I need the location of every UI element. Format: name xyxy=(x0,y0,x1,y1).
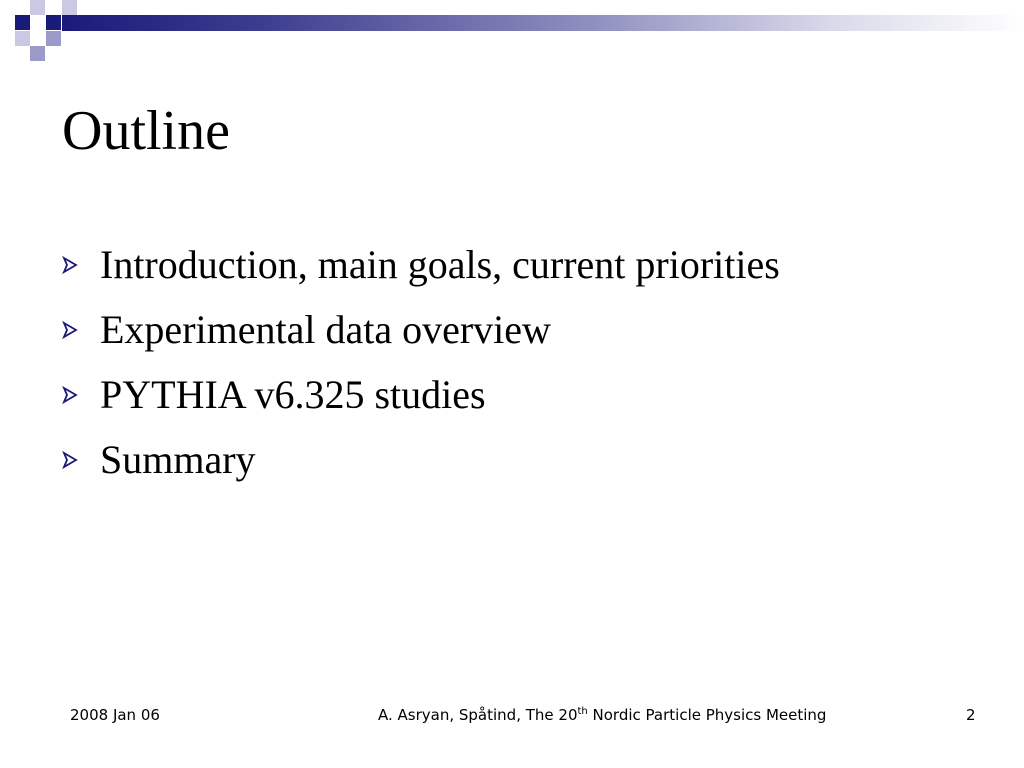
bullet-item xyxy=(62,427,780,492)
arrow-bullet-icon xyxy=(62,386,100,404)
bullet-text: Introduction, main goals, current priorities xyxy=(100,241,780,287)
title-gradient-bar xyxy=(62,15,1024,31)
footer-event-text-rest: Nordic Particle Physics Meeting xyxy=(587,706,827,724)
footer-page-number: 2 xyxy=(966,706,976,724)
footer-date: 2008 Jan 06 xyxy=(70,706,160,724)
slide-title: Outline xyxy=(62,100,230,162)
arrow-bullet-icon xyxy=(62,451,100,469)
bullet-item xyxy=(62,232,780,297)
bullet-list xyxy=(62,232,780,492)
deco-square xyxy=(30,0,45,15)
corner-decoration xyxy=(0,0,90,70)
footer-event-superscript: th xyxy=(577,706,588,717)
footer-event xyxy=(378,705,826,725)
deco-square xyxy=(30,46,45,61)
deco-square xyxy=(15,15,30,30)
deco-square xyxy=(46,31,61,46)
deco-square xyxy=(62,0,77,15)
bullet-text: PYTHIA v6.325 studies xyxy=(100,371,486,417)
deco-square xyxy=(46,15,61,30)
arrow-bullet-icon xyxy=(62,256,100,274)
bullet-text: Summary xyxy=(100,436,256,482)
bullet-text: Experimental data overview xyxy=(100,306,551,352)
deco-square xyxy=(15,31,30,46)
bullet-item xyxy=(62,362,780,427)
bullet-item xyxy=(62,297,780,362)
footer-event-text: A. Asryan, Spåtind, The 20 xyxy=(378,706,578,724)
arrow-bullet-icon xyxy=(62,321,100,339)
